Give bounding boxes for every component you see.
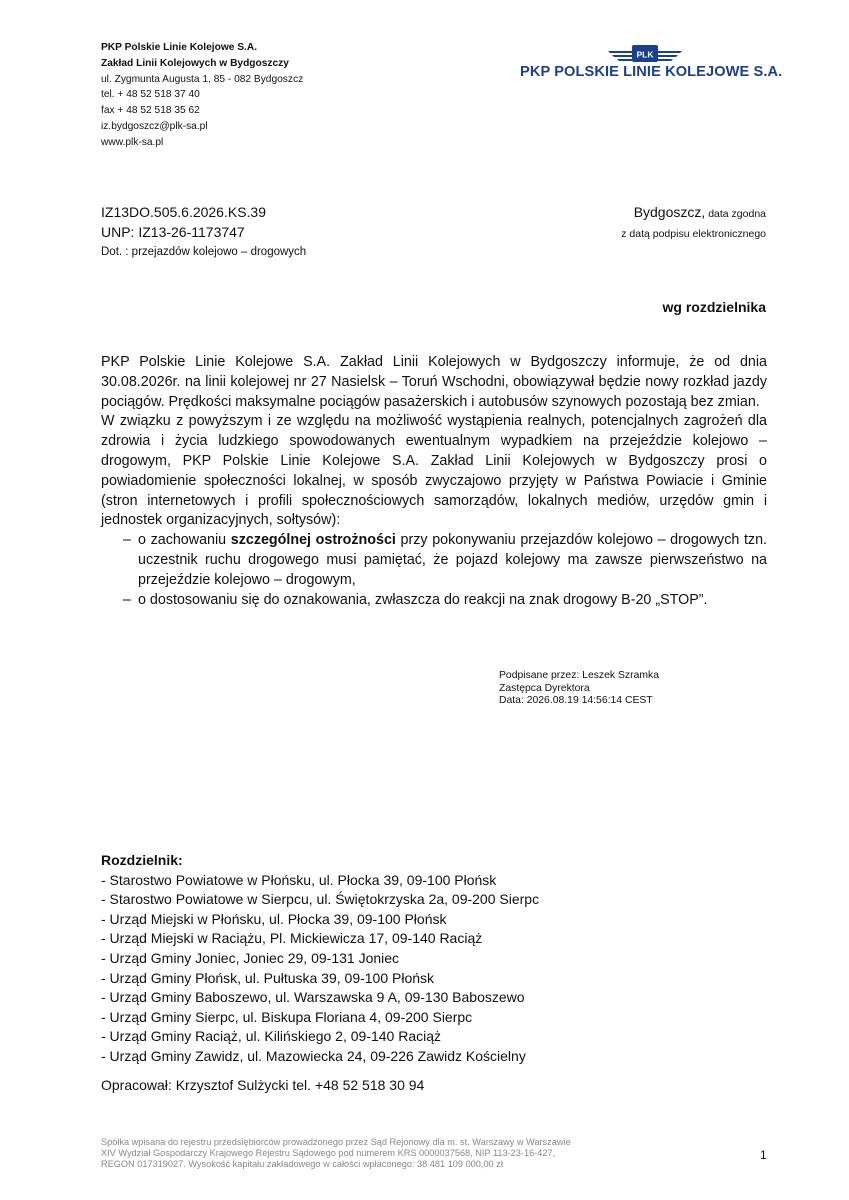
footer-line-3: REGON 017319027. Wysokość kapitału zakładowego w całości wpłaconego: 38 481 109 000,00 zł [101, 1158, 503, 1169]
letter-body [101, 353, 767, 610]
list-item: - Urząd Gminy Joniec, Joniec 29, 09-131 Joniec [101, 949, 400, 966]
place-date [621, 202, 766, 244]
signature-role: Zastępca Dyrektora [499, 682, 590, 694]
distribution-items [101, 871, 539, 1067]
sender-tel: tel. + 48 52 518 37 40 [101, 89, 200, 101]
distribution-list [101, 851, 539, 1067]
list-item [101, 591, 767, 611]
list-item: - Urząd Gminy Raciąż, ul. Kilińskiego 2, 09-140 Raciąż [101, 1028, 442, 1045]
date-note-line2: z datą podpisu elektronicznego [621, 228, 766, 240]
date-note-line1: data zgodna [705, 208, 766, 220]
footer-line-2: XIV Wydział Gospodarczy Krajowego Rejestru Sądowego pod numerem KRS 0000037568, NIP 113-23-16-427, [101, 1147, 556, 1158]
signature-signed-by: Podpisane przez: Leszek Szramka [499, 670, 659, 681]
sender-email: iz.bydgoszcz@plk-sa.pl [101, 120, 208, 132]
sender-address: ul. Zygmunta Augusta 1, 85 - 082 Bydgoszcz [101, 73, 304, 85]
sender-fax: fax + 48 52 518 35 62 [101, 105, 200, 117]
sender-unit: Zakład Linii Kolejowych w Bydgoszczy [101, 57, 289, 69]
bullet1-post: przy pokonywaniu przejazdów kolejowo – drogowych tzn. uczestnik ruchu drogowego musi pamiętać, że pojazd kolejowy ma zawsze pierwszeństwo na przejeździe kolejowo – drogowym, [138, 532, 768, 588]
sender-website: www.plk-sa.pl [101, 136, 164, 148]
list-item: - Starostwo Powiatowe w Płońsku, ul. Płocka 39, 09-100 Płońsk [101, 871, 497, 888]
logo-wordmark: PKP POLSKIE LINIE KOLEJOWE S.A. [520, 64, 783, 80]
logo-mark-text: PLK [636, 49, 654, 60]
signature-date: Data: 2026.08.19 14:56:14 CEST [499, 695, 653, 707]
list-item: - Urząd Gminy Płońsk, ul. Pułtuska 39, 09-100 Płońsk [101, 969, 435, 986]
reference-subject: Dot. : przejazdów kolejowo – drogowych [101, 246, 307, 258]
reference-number: IZ13DO.505.6.2026.KS.39 [101, 204, 266, 220]
electronic-signature [499, 670, 659, 708]
bullet1-pre: o zachowaniu [138, 532, 231, 549]
bullet2-text: o dostosowaniu się do oznakowania, zwłaszcza do reakcji na znak drogowy B-20 „STOP”. [138, 591, 708, 608]
sender-company: PKP Polskie Linie Kolejowe S.A. [101, 42, 258, 53]
bullet-dash: – [123, 532, 131, 549]
distribution-heading: Rozdzielnik: [101, 852, 183, 868]
bullet-dash: – [123, 591, 131, 608]
place-city: Bydgoszcz, [633, 204, 706, 220]
body-paragraph-2: W związku z powyższym i ze względu na możliwość wystąpienia realnych, potencjalnych zagrożeń dla zdrowia i życia ludzkiego spowodowanych ewentualnym wypadkiem na przejeździe kolejowo – drogowym, PKP Polskie Linie Kolejowe S.A. Zakład Linii Kolejowych w Bydgoszczy prosi o powiadomienie społeczności lokalnej, w sposób zwyczajowo przyjęty w Państwa Powiacie i Gminie (stron internetowych i profili społecznościowych samorządów, lokalnych mediów, urzędów gmin i jednostek organizacyjnych, sołtysów): [101, 413, 767, 529]
prepared-by: Opracował: Krzysztof Sulżycki tel. +48 52 518 30 94 [101, 1077, 425, 1093]
company-logo [520, 42, 783, 86]
footer-line-1: Spółka wpisana do rejestru przedsiębiorców prowadzonego przez Sąd Rejonowy dla m. st. Warszawy w Warszawie [101, 1137, 571, 1147]
list-item: - Urząd Miejski w Raciążu, Pl. Mickiewicza 17, 09-140 Raciąż [101, 930, 483, 947]
list-item: - Urząd Gminy Baboszewo, ul. Warszawska 9 A, 09-130 Baboszewo [101, 989, 525, 1006]
list-item: - Urząd Gminy Sierpc, ul. Biskupa Floriana 4, 09-200 Sierpc [101, 1008, 473, 1025]
list-item: - Urząd Miejski w Płońsku, ul. Płocka 39, 09-100 Płońsk [101, 910, 447, 927]
list-item: - Starostwo Powiatowe w Sierpcu, ul. Świętokrzyska 2a, 09-200 Sierpc [101, 891, 540, 908]
page-number: 1 [760, 1148, 767, 1162]
addressee: wg rozdzielnika [662, 299, 766, 315]
plk-winged-emblem-icon [520, 42, 770, 64]
list-item [101, 531, 767, 590]
body-paragraph-1: PKP Polskie Linie Kolejowe S.A. Zakład Linii Kolejowych w Bydgoszczy informuje, że od dnia 30.08.2026r. na linii kolejowej nr 27 Nasielsk – Toruń Wschodni, obowiązywał będzie nowy rozkład jazdy pociągów. Prędkości maksymalne pociągów pasażerskich i autobusów szynowych pozostają bez zmian. [101, 354, 767, 410]
legal-footer [101, 1137, 621, 1169]
reference-block [101, 202, 306, 262]
sender-block [101, 40, 303, 151]
list-item: - Urząd Gminy Zawidz, ul. Mazowiecka 24, 09-226 Zawidz Kościelny [101, 1047, 526, 1064]
reference-unp: UNP: IZ13-26-1173747 [101, 224, 245, 240]
body-bullet-list [101, 531, 767, 610]
bullet1-emphasis: szczególnej ostrożności [230, 532, 396, 549]
